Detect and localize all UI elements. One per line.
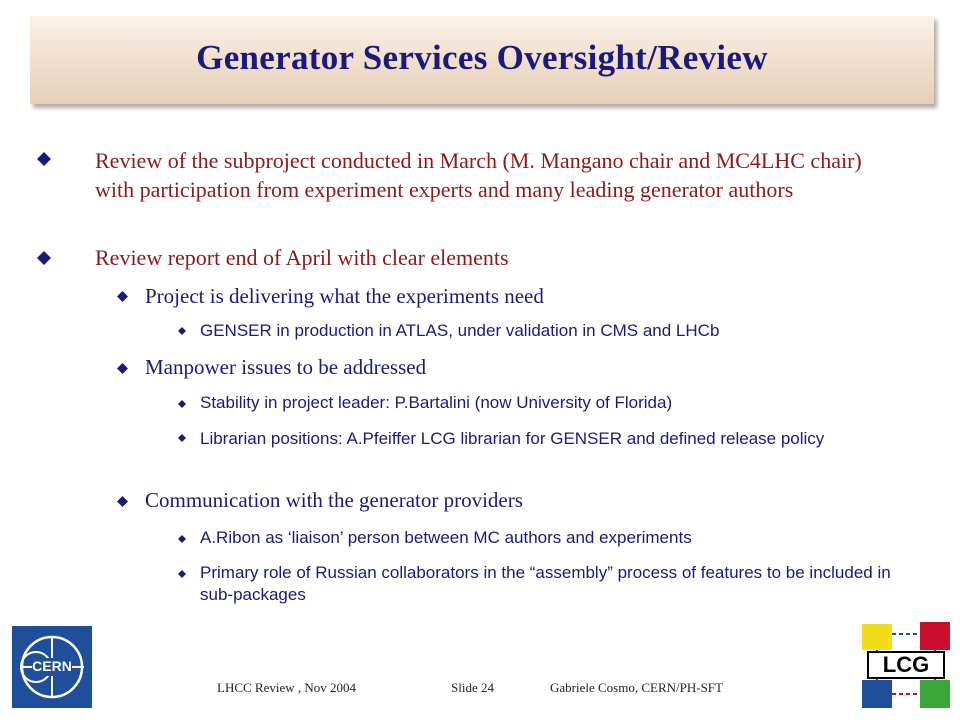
sub-bullet-project-delivering [145,282,905,310]
sub-sub-bullet-genser: GENSER in production in ATLAS, under validation in CMS and LHCb [200,321,720,340]
lcg-logo [862,622,950,708]
diamond-bullet-icon [37,152,51,166]
sub-bullet-communication [145,486,905,514]
lcg-logo-text: LCG [882,652,930,677]
diamond-bullet-icon [178,570,186,578]
sub-bullet-text: Project is delivering what the experiments need [145,284,544,308]
sub-sub-bullet-russian: Primary role of Russian collaborators in the “assembly” process of features to be included in sub-packages [200,563,891,604]
bullet-review-subproject: Review of the subproject conducted in March (M. Mangano chair and MC4LHC chair) with participation from experiment experts and many leading generator authors [95,148,862,202]
sub-sub-bullet-ribon: A.Ribon as ‘liaison’ person between MC authors and experiments [200,528,692,547]
sub-bullet-text: Manpower issues to be addressed [145,355,427,379]
diamond-bullet-icon [37,251,51,265]
diamond-bullet-icon [117,291,128,302]
diamond-bullet-icon [178,535,186,543]
slide-title: Generator Services Oversight/Review [196,38,768,77]
cern-logo [12,626,92,708]
diamond-bullet-icon [178,400,186,408]
footer-left: LHCC Review , Nov 2004 [217,680,357,695]
sub-bullet-text: Communication with the generator providers [145,488,523,512]
diamond-bullet-icon [178,434,186,442]
cern-logo-text: CERN [32,658,72,674]
diamond-bullet-icon [117,496,128,507]
diamond-bullet-icon [178,327,186,335]
sub-sub-bullet-librarian: Librarian positions: A.Pfeiffer LCG librarian for GENSER and defined release policy [200,429,825,448]
sub-bullet-manpower [145,353,905,381]
footer-right: Gabriele Cosmo, CERN/PH-SFT [550,680,723,695]
sub-sub-bullet-stability: Stability in project leader: P.Bartalini (now University of Florida) [200,393,673,412]
diamond-bullet-icon [117,363,128,374]
bullet-review-report: Review report end of April with clear elements [95,245,509,270]
footer-slide-number: Slide 24 [451,680,494,695]
